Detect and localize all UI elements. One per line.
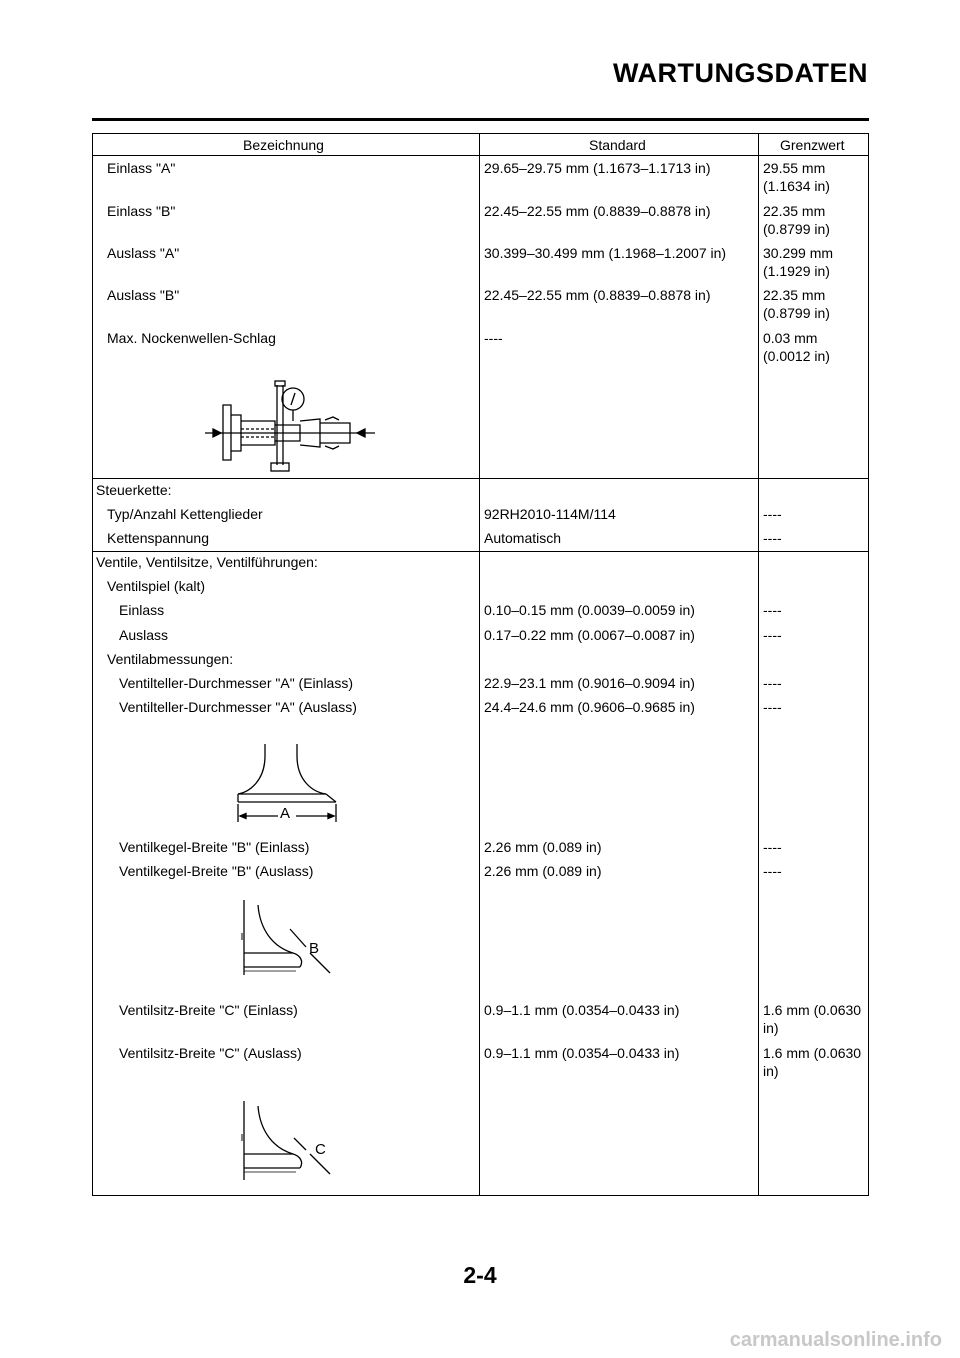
col-divider-2 <box>758 133 759 1196</box>
row-standard: 24.4–24.6 mm (0.9606–0.9685 in) <box>484 699 695 715</box>
row-limit-cont: in) <box>763 1020 779 1036</box>
header-standard: Standard <box>589 137 646 153</box>
row-standard: 2.26 mm (0.089 in) <box>484 863 602 879</box>
row-limit: ---- <box>763 506 782 522</box>
row-limit: ---- <box>763 602 782 618</box>
row-limit: 22.35 mm <box>763 203 826 219</box>
header-grenzwert: Grenzwert <box>780 137 845 153</box>
row-name: Einlass <box>119 602 165 618</box>
row-name: Einlass "A" <box>107 160 176 176</box>
row-standard: 2.26 mm (0.089 in) <box>484 839 602 855</box>
camshaft-section-divider <box>92 478 869 479</box>
row-standard: 22.45–22.55 mm (0.8839–0.8878 in) <box>484 287 711 303</box>
row-standard: 0.10–0.15 mm (0.0039–0.0059 in) <box>484 602 695 618</box>
row-standard: 22.45–22.55 mm (0.8839–0.8878 in) <box>484 203 711 219</box>
row-name: Ventilsitz-Breite "C" (Auslass) <box>119 1045 302 1061</box>
row-limit: ---- <box>763 627 782 643</box>
row-limit-cont: in) <box>763 1063 779 1079</box>
row-name: Kettenspannung <box>107 530 209 546</box>
row-limit: 0.03 mm <box>763 330 818 346</box>
row-name: Auslass "B" <box>107 287 180 303</box>
row-name: Einlass "B" <box>107 203 176 219</box>
row-standard: 92RH2010-114M/114 <box>484 506 616 522</box>
watermark: carmanualsonline.info <box>729 1329 942 1351</box>
section-heading-valves: Ventile, Ventilsitze, Ventilführungen: <box>96 554 318 570</box>
row-limit: ---- <box>763 530 782 546</box>
figure-label-a: A <box>280 805 291 822</box>
subheading-dimensions: Ventilabmessungen: <box>107 651 234 667</box>
row-limit-cont: (0.8799 in) <box>763 305 830 321</box>
row-name: Ventilkegel-Breite "B" (Einlass) <box>119 839 310 855</box>
camshaft-runout-figure <box>205 375 375 475</box>
row-limit-cont: (1.1634 in) <box>763 178 830 194</box>
row-name: Ventilteller-Durchmesser "A" (Auslass) <box>119 699 357 715</box>
row-standard: 22.9–23.1 mm (0.9016–0.9094 in) <box>484 675 695 691</box>
col-divider-1 <box>479 133 480 1196</box>
row-name: Typ/Anzahl Kettenglieder <box>107 506 263 522</box>
row-name: Auslass <box>119 627 169 643</box>
row-name: Auslass "A" <box>107 245 180 261</box>
title-rule <box>92 118 869 121</box>
page-title: WARTUNGSDATEN <box>613 58 868 88</box>
row-limit: 22.35 mm <box>763 287 826 303</box>
row-limit: 30.299 mm <box>763 245 834 261</box>
row-limit-cont: (0.8799 in) <box>763 221 830 237</box>
row-name: Ventilsitz-Breite "C" (Einlass) <box>119 1002 298 1018</box>
row-limit-cont: (1.1929 in) <box>763 263 830 279</box>
row-limit: ---- <box>763 699 782 715</box>
row-name: Max. Nockenwellen-Schlag <box>107 330 276 346</box>
row-standard: ---- <box>484 330 503 346</box>
row-standard: 0.9–1.1 mm (0.0354–0.0433 in) <box>484 1045 680 1061</box>
row-standard: 0.17–0.22 mm (0.0067–0.0087 in) <box>484 627 695 643</box>
header-divider <box>92 155 869 156</box>
row-name: Ventilkegel-Breite "B" (Auslass) <box>119 863 314 879</box>
figure-label-c: C <box>315 1141 326 1158</box>
header-bezeichnung: Bezeichnung <box>243 137 324 153</box>
figure-label-b: B <box>309 940 320 957</box>
row-limit: ---- <box>763 863 782 879</box>
row-limit: 1.6 mm (0.0630 <box>763 1002 862 1018</box>
subheading-clearance: Ventilspiel (kalt) <box>107 578 206 594</box>
row-name: Ventilteller-Durchmesser "A" (Einlass) <box>119 675 354 691</box>
valve-face-width-figure <box>238 895 338 980</box>
row-standard: 29.65–29.75 mm (1.1673–1.1713 in) <box>484 160 711 176</box>
row-limit: 29.55 mm <box>763 160 826 176</box>
row-standard: 0.9–1.1 mm (0.0354–0.0433 in) <box>484 1002 680 1018</box>
row-standard: Automatisch <box>484 530 562 546</box>
page-number: 2-4 <box>463 1262 497 1288</box>
row-limit: ---- <box>763 675 782 691</box>
row-limit: ---- <box>763 839 782 855</box>
row-limit: 1.6 mm (0.0630 <box>763 1045 862 1061</box>
row-limit-cont: (0.0012 in) <box>763 348 830 364</box>
section-heading-chain: Steuerkette: <box>96 482 172 498</box>
row-standard: 30.399–30.499 mm (1.1968–1.2007 in) <box>484 245 727 261</box>
